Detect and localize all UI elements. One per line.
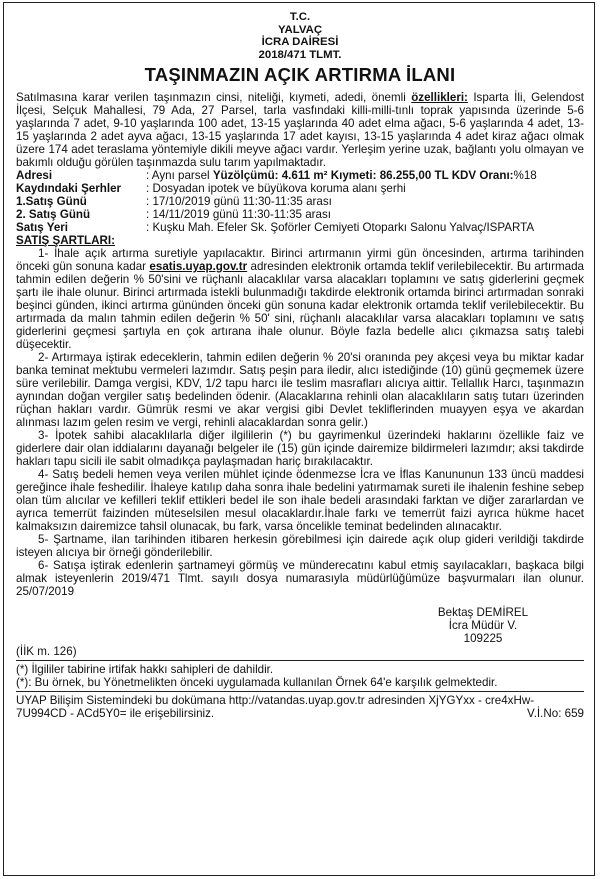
intro-body: Isparta İli, Gelendost İlçesi, Selçuk Mahallesi, 79 Ada, 27 Parsel, tarla vasfındaki killi-milli-tınlı toprak yapısında üzerinde 5-6 yaşlarında 7 adet, 9-10 yaşlarında 100 adet, 13-15 yaşlarında 40 adet elma ağacı, 5-6 yaşlarında 4 adet, 13-15 yaşlarında 2 adet ayva ağacı, 13-15 yaşlarında 17 adet kayısı, 13-15 yaşlarında 4 adet kiraz ağacı olmak üzere 174 adet teraslama yöntemiyle dikili meyve ağacı vardır. Yerleşim yerine uzak, bağlantı yolu olmayan ve bakımlı olduğu görülen taşınmazda sulu tarım yapılmaktadır. xyxy=(16,91,584,169)
footer-divider xyxy=(16,691,584,692)
sale1-label: 1.Satış Günü xyxy=(16,195,87,208)
sale2-label: 2. Satış Günü xyxy=(16,208,91,221)
term-1-a: 1- İhale açık artırma suretiyle yapılacaktır. Birinci artırmanın yirmi gün öncesinden, artırma tarihinden önceki gün sonuna kadar xyxy=(16,247,584,273)
term-6: 6- Satışa iştirak edenlerin şartnameyi görmüş ve münderecatını kabul etmiş sayılacakları, başkaca bilgi almak isteyenlerin 2019/471 Tlmt. sayılı dosya numarasıyla müdürlüğümüze başvurmaları ilan olunur. 25/07/2019 xyxy=(16,559,584,598)
kdv-value: %18 xyxy=(513,169,537,182)
footer-vi-no: V.İ.No: 659 xyxy=(527,707,584,720)
term-5: 5- Şartname, ilan tarihinden itibaren herkesin görebilmesi için dairede açık olup gideri verildiği takdirde isteyen alıcıya bir örneği gönderilebilir. xyxy=(16,533,584,559)
kdv-label: KDV Oranı: xyxy=(451,169,514,182)
term-3: 3- İpotek sahibi alacaklılarla diğer ilgililerin (*) bu gayrimenkul üzerindeki haklarını özellikle faiz ve giderlere dair olan iddialarını dayanağı belgeler ile (15) gün içinde dairemize bildirmeleri lazımdır; aksi takdirde hakları tapu sicili ile sabit olmadıkça paylaşmadan hariç bırakılacaktır. xyxy=(16,429,584,468)
intro-paragraph xyxy=(16,91,584,169)
features-label: özellikleri: xyxy=(411,91,468,104)
sale1-value: : 17/10/2019 günü 11:30-11:35 arası xyxy=(146,195,332,208)
header-city: YALVAÇ xyxy=(277,23,323,36)
signer-number: 109225 xyxy=(463,632,503,645)
footer-access-text: 7U994CD - ACd5Y0= ile erişebilirsiniz. xyxy=(16,707,215,720)
footer-line-2 xyxy=(16,707,584,720)
value-amount: 86.255,00 TL xyxy=(376,169,452,182)
footer-line-1: UYAP Bilişim Sistemindeki bu dokümana http://vatandas.uyap.gov.tr adresinden XjYGYxx - cre4xHw- xyxy=(16,694,535,707)
header-tc: T.C. xyxy=(289,11,311,23)
place-value: : Kuşku Mah. Efeler Sk. Şoförler Cemiyeti Otoparkı Salonu Yalvaç/ISPARTA xyxy=(146,221,535,234)
property-info xyxy=(16,169,584,234)
law-reference: (İİK m. 126) xyxy=(16,645,77,658)
area-value: 4.611 m² xyxy=(278,169,331,182)
term-4: 4- Satış bedeli hemen veya verilen mühlet içinde ödenmezse İcra ve İflas Kanununun 133 üncü maddesi gereğince ihale feshedilir. İhaleye katılıp daha sonra ihale bedelini yatırmamak sureti ile ihalenin feshine sebep olan tüm alıcılar ve kefilleri teklif ettikleri bedel ile son ihale bedeli arasındaki farktan ve diğer zararlardan ve ayrıca temerrüt faizinden müteselsilen mesul olacaklardır.İhale farkı ve temerrüt faizi ayrıca hükme hacet kalmaksızın dairemizce tahsil olunacak, bu fark, varsa öncelikle teminat bedelinden alınacaktır. xyxy=(16,468,584,533)
header-file-no: 2018/471 TLMT. xyxy=(258,48,342,61)
header-office: İCRA DAİRESİ xyxy=(261,36,339,48)
address-lead: : Aynı parsel xyxy=(146,169,213,182)
place-label: Satış Yeri xyxy=(16,221,68,234)
term-1 xyxy=(16,247,584,351)
esatis-link[interactable]: esatis.uyap.gov.tr xyxy=(149,260,248,273)
notice-frame xyxy=(3,2,595,876)
footnote-divider xyxy=(16,660,584,661)
term-2: 2- Artırmaya iştirak edeceklerin, tahmin edilen değerin % 20'si oranında pey akçesi veya bu miktar kadar banka teminat mektubu vermeleri lazımdır. Satış peşin para iledir, alıcı istediğinde (10) günü geçmemek üzere süre verilebilir. Damga vergisi, KDV, 1/2 tapu harcı ile teslim masrafları alıcıya aittir. Tellallık Harcı, taşınmazın aynından doğan vergiler satış bedelinden ödenir. (Alacaklarına rehinli olan alacaklıların satış tutarı üzerinden rüçhan hakları vardır. Gümrük resmi ve akar vergisi gibi Devlet tekliflerinden muayyen eşya ve akardan alınması lazım gelen resim ve vergi, rehinli alacaklardan sonra gelir.) xyxy=(16,351,584,429)
address-label: Adresi xyxy=(16,169,53,182)
area-label: Yüzölçümü: xyxy=(212,169,279,182)
footnote-2: (*): Bu örnek, bu Yönetmelikten önceki uygulamada kullanılan Örnek 64'e karşılık gelmektedir. xyxy=(16,676,498,689)
notice-content xyxy=(16,11,584,720)
term-1-b: adresinden elektronik ortamda teklif verilebilecektir. Bu artırmada tahmin edilen değerin % 50'sini ve rüçhanlı alacaklılar varsa alacakları toplamını ve satış giderlerini geçmek şartı ile ihale olunur. Birinci artırmada istekli bulunmadığı takdirde elektronik ortamda birinci artırmadan sonraki beşinci günden, ikinci artırma gününden önceki gün sonuna kadar elektronik ortamda teklif verilebilecektir. Bu artırmada da malın tahmin edilen değerin % 50' sini, rüçhanlı alacaklılar varsa alacakları toplamını ve satış giderlerini geçmesi şartıyla en çok artırana ihale olunur. Böyle fazla bedelle alıcı çıkmazsa satış talebi düşecektir. xyxy=(16,260,585,351)
footnote-1: (*) İlgililer tabirine irtifak hakkı sahipleri de dahildir. xyxy=(16,663,274,676)
terms-title: SATIŞ ŞARTLARI: xyxy=(16,234,115,247)
page-title: TAŞINMAZIN AÇIK ARTIRMA İLANI xyxy=(144,64,456,85)
encumbrance-label: Kaydındaki Şerhler xyxy=(16,182,122,195)
value-label: Kıymeti: xyxy=(330,169,377,182)
sale2-value: : 14/11/2019 günü 11:30-11:35 arası xyxy=(146,208,332,221)
intro-lead: Satılmasına karar verilen taşınmazın cinsi, niteliği, kıymeti, adedi, önemli xyxy=(16,91,412,104)
signer-name: Bektaş DEMİREL xyxy=(437,606,529,619)
encumbrance-value: : Dosyadan ipotek ve büyükova koruma alanı şerhi xyxy=(146,182,406,195)
signature-block xyxy=(408,606,558,645)
address-value xyxy=(146,169,584,182)
signer-role: İcra Müdür V. xyxy=(448,619,518,632)
